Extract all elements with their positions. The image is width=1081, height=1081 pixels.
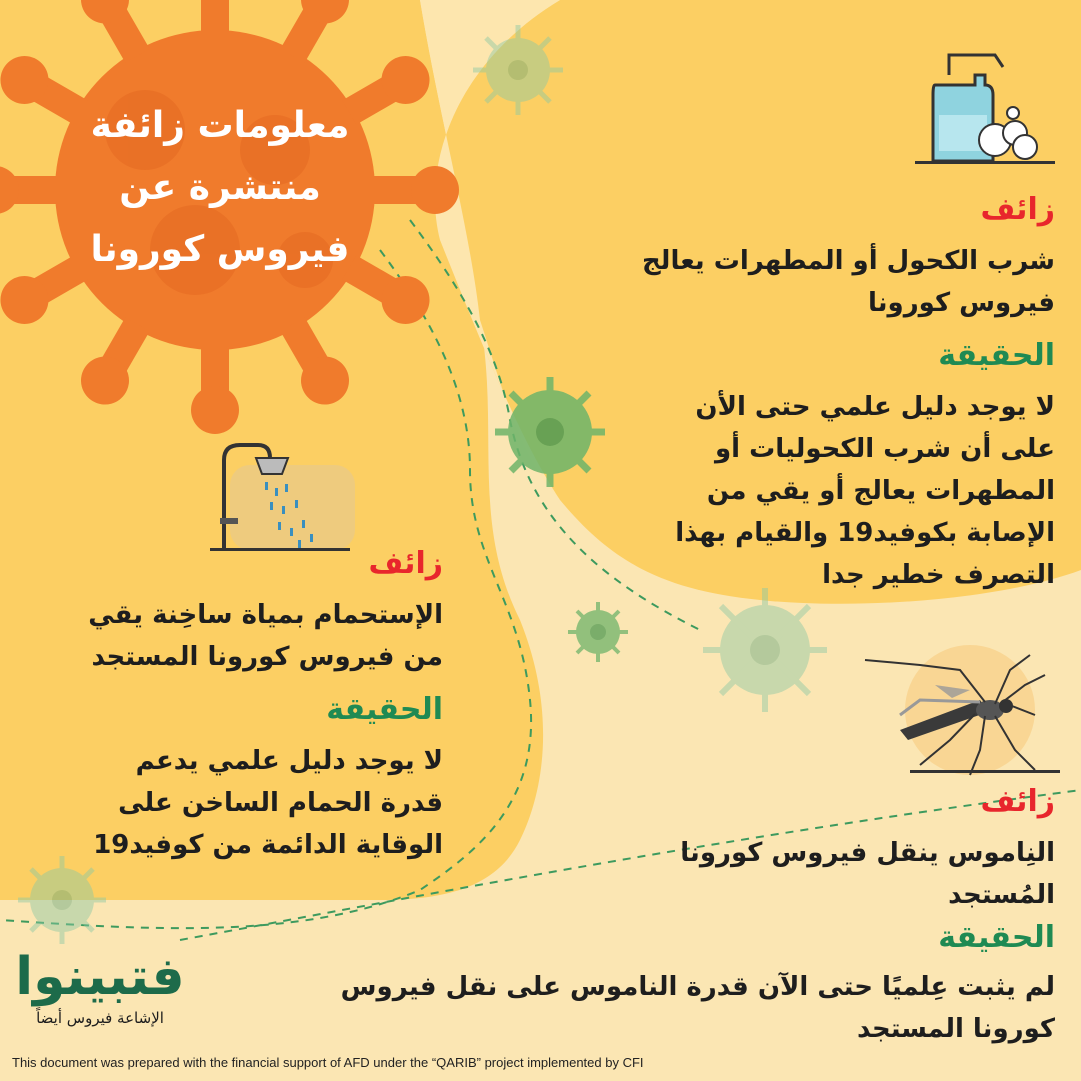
fact-line: لم يثبت عِلميًا حتى الآن قدرة الناموس على نقل فيروس bbox=[340, 972, 1055, 1002]
fact-text bbox=[615, 386, 1055, 596]
fact-line: الإصابة بكوفيد19 والقيام بهذا bbox=[675, 518, 1055, 548]
myth-label: زائف bbox=[980, 784, 1055, 819]
myth-label: زائف bbox=[368, 546, 443, 581]
page-title bbox=[60, 95, 380, 281]
fact-label: الحقيقة bbox=[938, 338, 1055, 373]
logo-text: فتبينوا bbox=[15, 947, 185, 1007]
virus-icon bbox=[495, 377, 605, 487]
logo-tagline: الإشاعة فيروس أيضاً bbox=[36, 1009, 164, 1027]
title-line: فيروس كورونا bbox=[90, 229, 350, 270]
myth-line: من فيروس كورونا المستجد bbox=[91, 642, 443, 672]
title-line: معلومات زائفة bbox=[90, 105, 350, 146]
fact-text bbox=[255, 966, 1055, 1050]
myth-line: النِاموس ينقل فيروس كورونا bbox=[680, 838, 1055, 868]
virus-icon bbox=[568, 602, 628, 662]
mosquito-icon bbox=[865, 645, 1060, 775]
fact-line: الوقاية الدائمة من كوفيد19 bbox=[93, 830, 443, 860]
myth-line: الإستحمام بمياة ساخِنة يقي bbox=[88, 600, 443, 630]
fact-line: المطهرات يعالج أو يقي من bbox=[706, 476, 1055, 506]
fact-line: على أن شرب الكحوليات أو bbox=[714, 434, 1055, 464]
myth-label: زائف bbox=[980, 192, 1055, 227]
logo bbox=[10, 945, 190, 1027]
fact-line: قدرة الحمام الساخن على bbox=[118, 788, 443, 818]
title-line: منتشرة عن bbox=[119, 167, 321, 208]
virus-icon bbox=[18, 856, 106, 944]
myth-line: المُستجد bbox=[948, 880, 1055, 910]
fact-label: الحقيقة bbox=[326, 692, 443, 727]
fact-line: كورونا المستجد bbox=[856, 1014, 1055, 1044]
fact-line: لا يوجد دليل علمي حتى الأن bbox=[695, 392, 1055, 422]
myth-text bbox=[615, 240, 1055, 324]
fact-line: التصرف خطير جدا bbox=[822, 560, 1055, 590]
myth-line: فيروس كورونا bbox=[868, 288, 1055, 318]
myth-line: شرب الكحول أو المطهرات يعالج bbox=[641, 246, 1055, 276]
virus-icon bbox=[703, 588, 827, 712]
fact-text bbox=[23, 740, 443, 866]
virus-icon bbox=[473, 25, 563, 115]
myth-text bbox=[615, 832, 1055, 916]
fact-line: لا يوجد دليل علمي يدعم bbox=[135, 746, 443, 776]
myth-text bbox=[23, 594, 443, 678]
footer-credit: This document was prepared with the financial support of AFD under the “QARIB” project implemented by CFI bbox=[12, 1055, 644, 1070]
fact-label: الحقيقة bbox=[938, 920, 1055, 955]
